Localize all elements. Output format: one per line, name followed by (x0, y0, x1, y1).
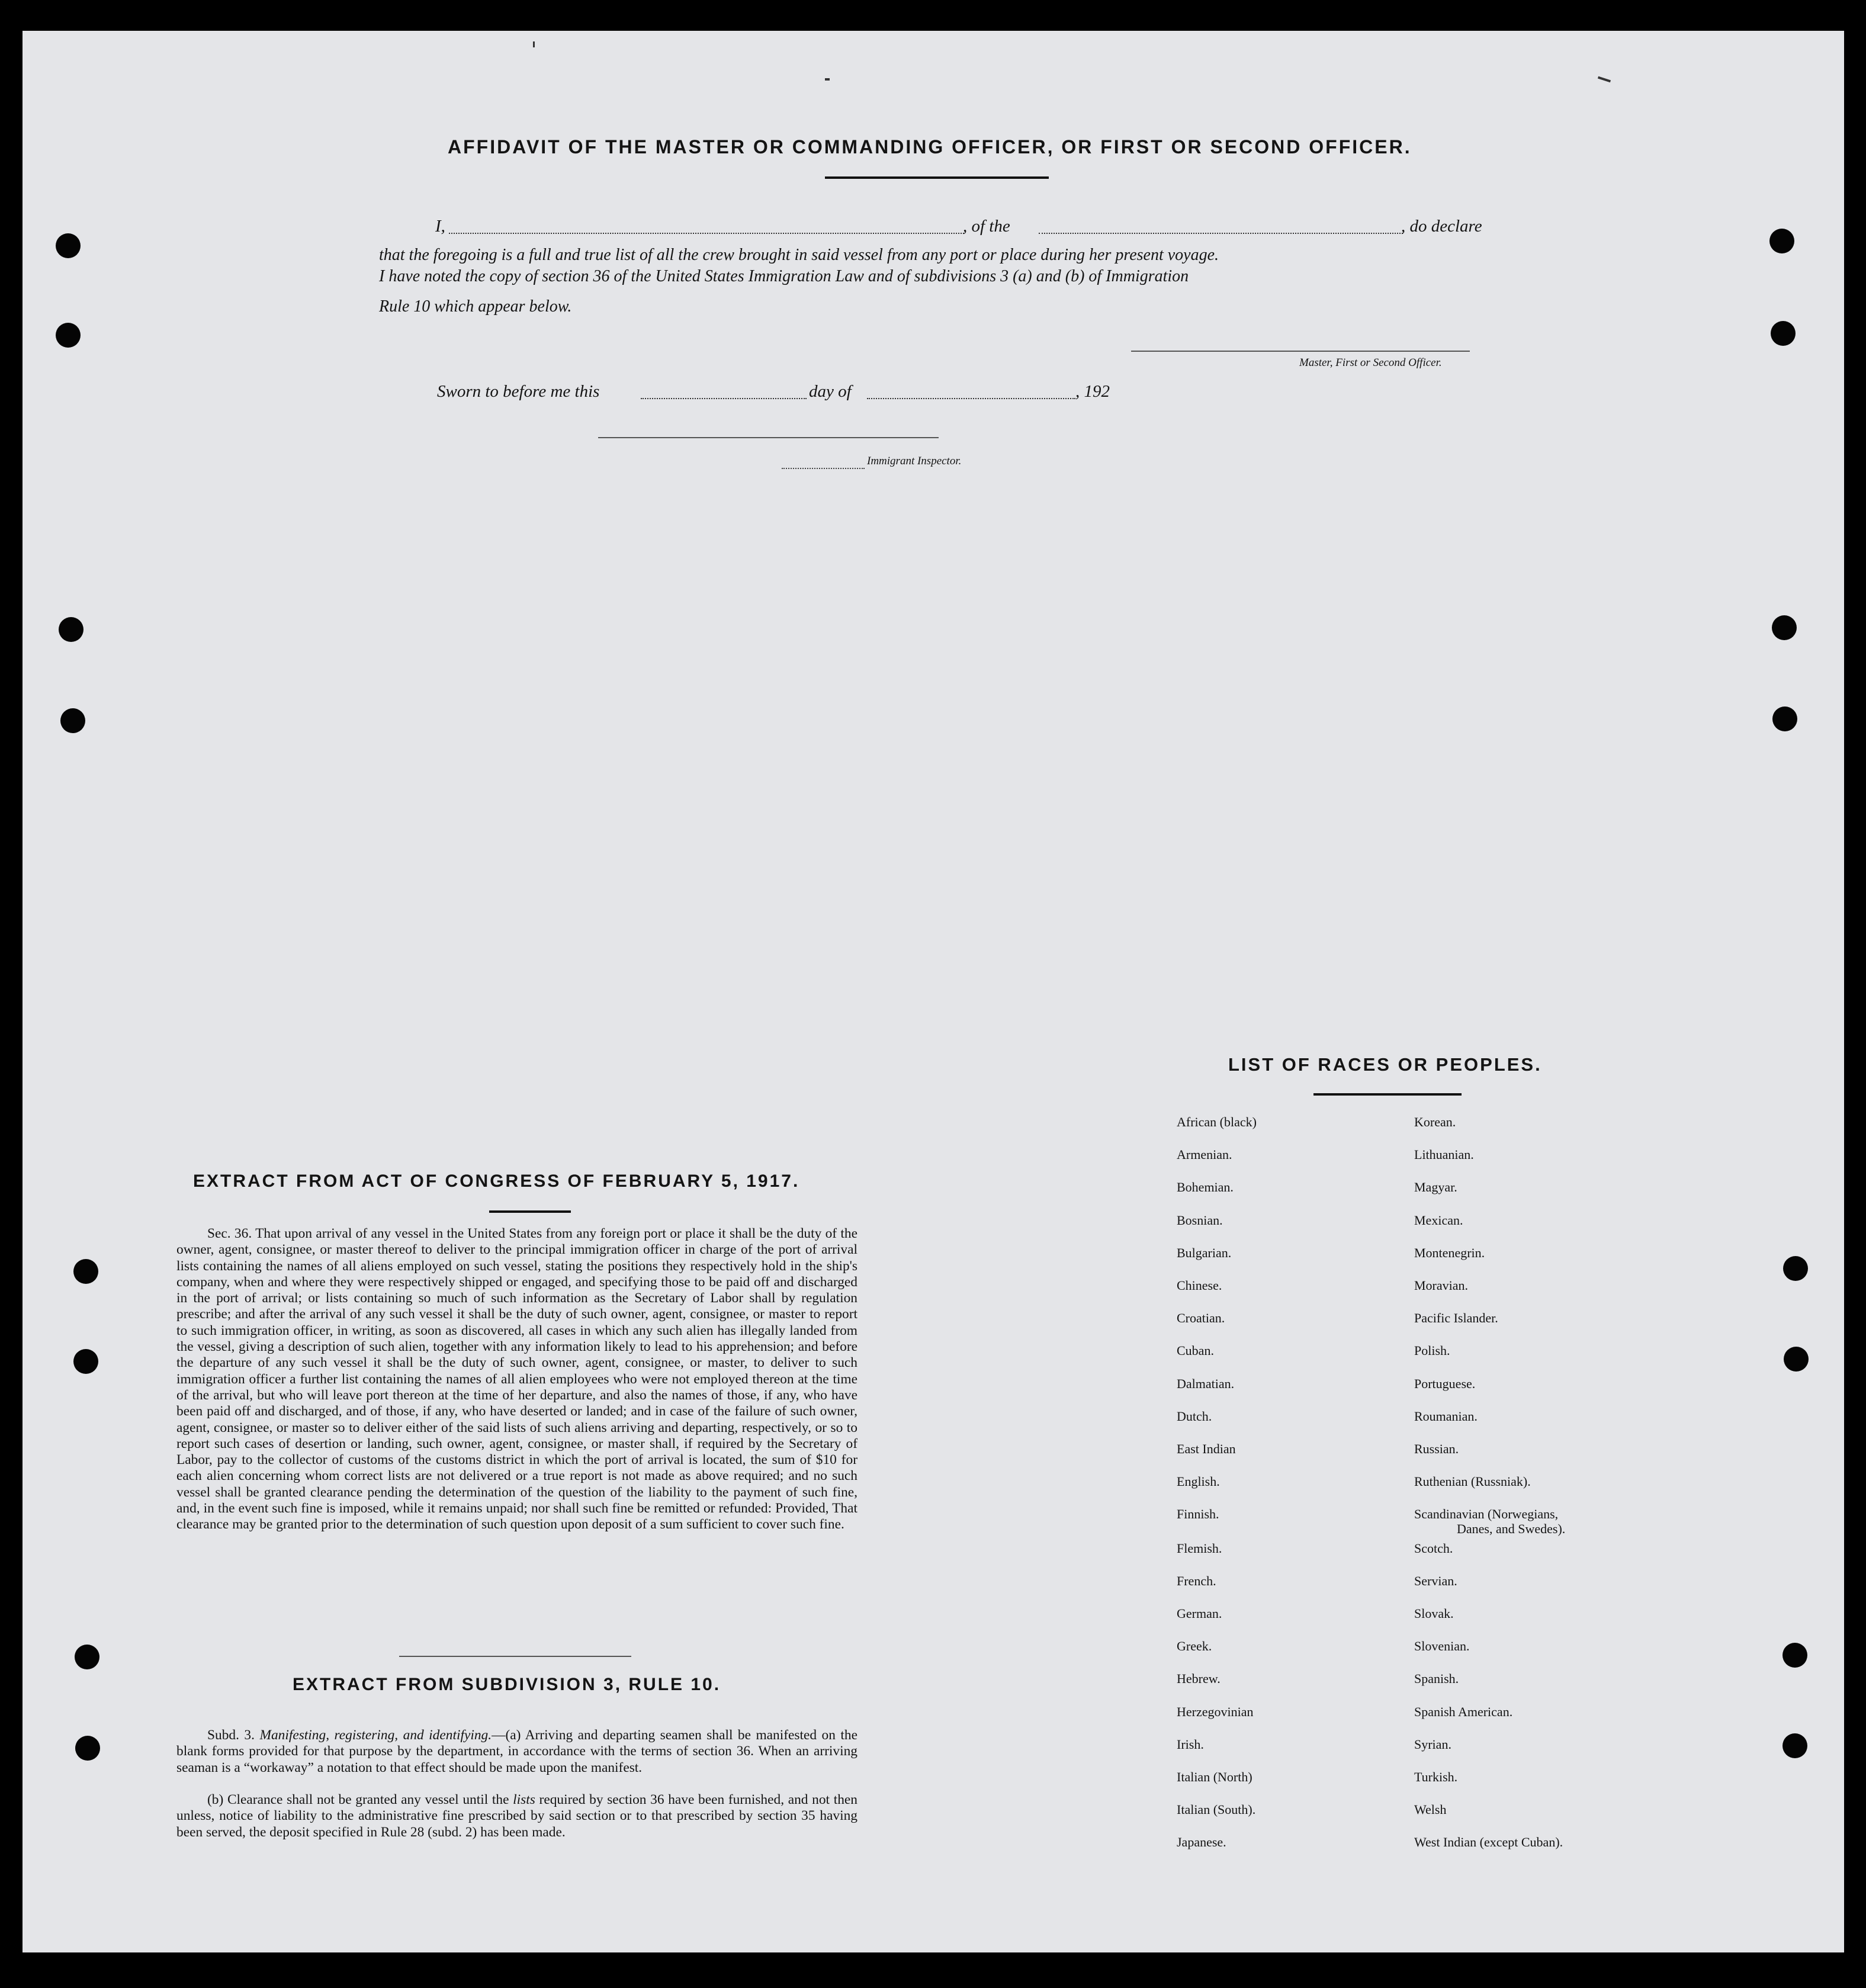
affidavit-do-declare-label: , do declare (1401, 217, 1482, 236)
race-item: Herzegovinian (1177, 1704, 1254, 1719)
affidavit-i-label: I, (435, 217, 445, 236)
sworn-day-blank (641, 398, 807, 399)
sworn-label: Sworn to before me this (437, 382, 600, 401)
day-of-label: day of (809, 382, 852, 401)
race-item: Flemish. (1177, 1540, 1222, 1556)
race-item: Armenian. (1177, 1147, 1232, 1162)
race-item: East Indian (1177, 1441, 1236, 1456)
act-title-rule (489, 1210, 571, 1213)
race-item: Spanish American. (1414, 1704, 1513, 1719)
inspector-signature-line (598, 437, 939, 438)
affidavit-title: AFFIDAVIT OF THE MASTER OR COMMANDING OFFICER, OR FIRST OR SECOND OFFICER. (448, 136, 1412, 158)
punch-hole-left-8 (75, 1736, 100, 1761)
punch-hole-left-1 (56, 233, 81, 258)
race-item: French. (1177, 1573, 1216, 1588)
race-item: Chinese. (1177, 1278, 1222, 1293)
punch-hole-right-7 (1783, 1643, 1807, 1668)
inspector-caption-lead (782, 468, 865, 469)
race-item: Polish. (1414, 1343, 1450, 1358)
race-item: Ruthenian (Russniak). (1414, 1474, 1531, 1489)
rule-para-a: —(a) Arriving and departing seamen shall be manifested on the blank forms provided for that purpose by the department, in accordance with the terms of section 36. When an arriving seaman is a “workaway” a notation to that effect should be made upon the manifest. (176, 1727, 857, 1775)
punch-hole-left-2 (56, 323, 81, 348)
punch-hole-right-8 (1783, 1733, 1807, 1758)
race-item: Cuban. (1177, 1343, 1214, 1358)
race-item: Italian (South). (1177, 1802, 1256, 1817)
race-item: West Indian (except Cuban). (1414, 1835, 1563, 1850)
race-item: Hebrew. (1177, 1671, 1221, 1687)
race-item: Irish. (1177, 1736, 1204, 1752)
master-caption: Master, First or Second Officer. (1299, 357, 1442, 369)
act-title: EXTRACT FROM ACT OF CONGRESS OF FEBRUARY 5, 1917. (193, 1171, 800, 1191)
rule-subdivision-b (176, 1792, 857, 1841)
race-item: Italian (North) (1177, 1769, 1252, 1784)
punch-hole-right-6 (1784, 1347, 1809, 1372)
year-label: , 192 (1075, 382, 1110, 401)
rule-subd-italic: Manifesting, registering, and identifying. (259, 1727, 492, 1743)
rule-para-b-end: required by section 36 have been furnished, and not then unless, notice of liability to the administrative fine prescribed by said section or to that prescribed by section 35 having been served, the deposit specified in Rule 28 (subd. 2) has been made. (176, 1792, 857, 1840)
punch-hole-right-1 (1769, 229, 1794, 253)
punch-hole-left-7 (75, 1645, 99, 1669)
race-item: Scotch. (1414, 1540, 1453, 1556)
rule-subd-label: Subd. 3. (207, 1727, 255, 1743)
race-item: Pacific Islander. (1414, 1311, 1498, 1326)
race-item: African (black) (1177, 1115, 1257, 1129)
scan-mark (825, 78, 830, 81)
race-item: Moravian. (1414, 1278, 1469, 1293)
race-item: Slovenian. (1414, 1639, 1470, 1654)
sworn-month-blank (867, 398, 1075, 399)
race-item: Bosnian. (1177, 1212, 1223, 1228)
punch-hole-right-4 (1772, 706, 1797, 731)
race-item: Scandinavian (Norwegians, (1414, 1507, 1559, 1522)
rule-title: EXTRACT FROM SUBDIVISION 3, RULE 10. (293, 1675, 721, 1694)
race-item: Mexican. (1414, 1212, 1463, 1228)
affidavit-title-rule (825, 176, 1049, 179)
race-item: Magyar. (1414, 1180, 1457, 1195)
affidavit-line-2: that the foregoing is a full and true list of all the crew brought in said vessel from any port or place during her present voyage. (379, 246, 1219, 264)
master-signature-line (1131, 351, 1470, 352)
race-item: Welsh (1414, 1802, 1447, 1817)
officer-name-blank (449, 233, 964, 234)
race-item: Turkish. (1414, 1769, 1458, 1784)
races-title: LIST OF RACES OR PEOPLES. (1228, 1054, 1542, 1075)
punch-hole-left-5 (73, 1259, 98, 1284)
act-section-36 (176, 1226, 857, 1533)
punch-hole-left-4 (60, 708, 85, 733)
race-item: German. (1177, 1606, 1222, 1621)
affidavit-line-3: I have noted the copy of section 36 of the United States Immigration Law and of subdivisions 3 (a) and (b) of Immigration (379, 267, 1189, 285)
inspector-caption: Immigrant Inspector. (867, 455, 962, 467)
race-item: Servian. (1414, 1573, 1457, 1588)
race-item: Syrian. (1414, 1736, 1451, 1752)
rule-subdivision-a (176, 1727, 857, 1776)
race-item: Portuguese. (1414, 1376, 1476, 1391)
race-item: English. (1177, 1474, 1220, 1489)
rule-para-b-lists: lists (513, 1792, 535, 1807)
rule-para-b-start: (b) Clearance shall not be granted any vessel until the (207, 1792, 509, 1807)
races-title-rule (1313, 1093, 1462, 1096)
race-item: Dalmatian. (1177, 1376, 1235, 1391)
race-item: Roumanian. (1414, 1408, 1478, 1424)
punch-hole-right-3 (1772, 615, 1797, 640)
affidavit-line-4: Rule 10 which appear below. (379, 297, 572, 316)
race-item: Spanish. (1414, 1671, 1459, 1687)
punch-hole-left-3 (59, 617, 83, 642)
race-item: Japanese. (1177, 1835, 1226, 1850)
race-item-continuation: Danes, and Swedes). (1457, 1521, 1566, 1537)
race-item: Finnish. (1177, 1507, 1219, 1522)
race-item: Bulgarian. (1177, 1245, 1232, 1260)
punch-hole-right-2 (1771, 321, 1796, 346)
act-section-body: That upon arrival of any vessel in the United States from any foreign port or place it shall be the duty of the owner, agent, consignee, or master thereof to deliver to the principal immigration officer in charge of the port of arrival lists containing the names of all aliens employed on such vessel, stating the positions they respectively hold in the ship's company, when and where they were respectively shipped or engaged, and specifying those to be paid off and discharged in the port of arrival; or lists containing so much of such information as the Secretary of Labor shall by regulation prescribe; and after the arrival of any such vessel it shall be the duty of such owner, agent, consignee, or master to report to such immigration officer, in writing, as soon as discovered, all cases in which any such alien has illegally landed from the vessel, giving a description of such alien, together with any information likely to lead to his apprehension; and before the departure of any such vessel it shall be the duty of such owner, agent, consignee, or master, to deliver to such immigration officer a further list containing the names of all alien employees who were not employed thereon at the time of the arrival, but who will leave port thereon at the time of her departure, and also the names of those, if any, who have been paid off and discharged, and of those, if any, who have deserted or landed; and in case of the failure of such owner, agent, consignee, or master so to deliver either of the said lists of such aliens arriving and departing, respectively, or so to report such cases of desertion or landing, such owner, agent, consignee, or master shall, if required by the Secretary of Labor, pay to the collector of customs of the customs district in which the port of arrival is located, the sum of $10 for each alien concerning whom correct lists are not delivered or a true report is not made as above required; and no such vessel shall be granted clearance pending the determination of the question of the liability to the payment of such fine, and, in the event such fine is imposed, while it remains unpaid; nor shall such fine be remitted or refunded: Provided, That clearance may be granted prior to the determination of such question upon deposit of a sum sufficient to cover such fine. (176, 1226, 857, 1533)
race-item: Montenegrin. (1414, 1245, 1485, 1260)
punch-hole-right-5 (1783, 1256, 1808, 1281)
race-item: Russian. (1414, 1441, 1459, 1456)
race-item: Dutch. (1177, 1408, 1212, 1424)
act-section-label: Sec. 36. (207, 1226, 252, 1241)
affidavit-of-the-label: , of the (963, 217, 1010, 236)
act-divider (399, 1656, 631, 1657)
vessel-name-blank (1039, 233, 1403, 234)
race-item: Lithuanian. (1414, 1147, 1474, 1162)
race-item: Slovak. (1414, 1606, 1454, 1621)
race-item: Croatian. (1177, 1311, 1225, 1326)
race-item: Greek. (1177, 1639, 1212, 1654)
race-item: Korean. (1414, 1115, 1456, 1129)
punch-hole-left-6 (73, 1349, 98, 1374)
scan-mark (533, 41, 535, 47)
race-item: Bohemian. (1177, 1180, 1234, 1195)
